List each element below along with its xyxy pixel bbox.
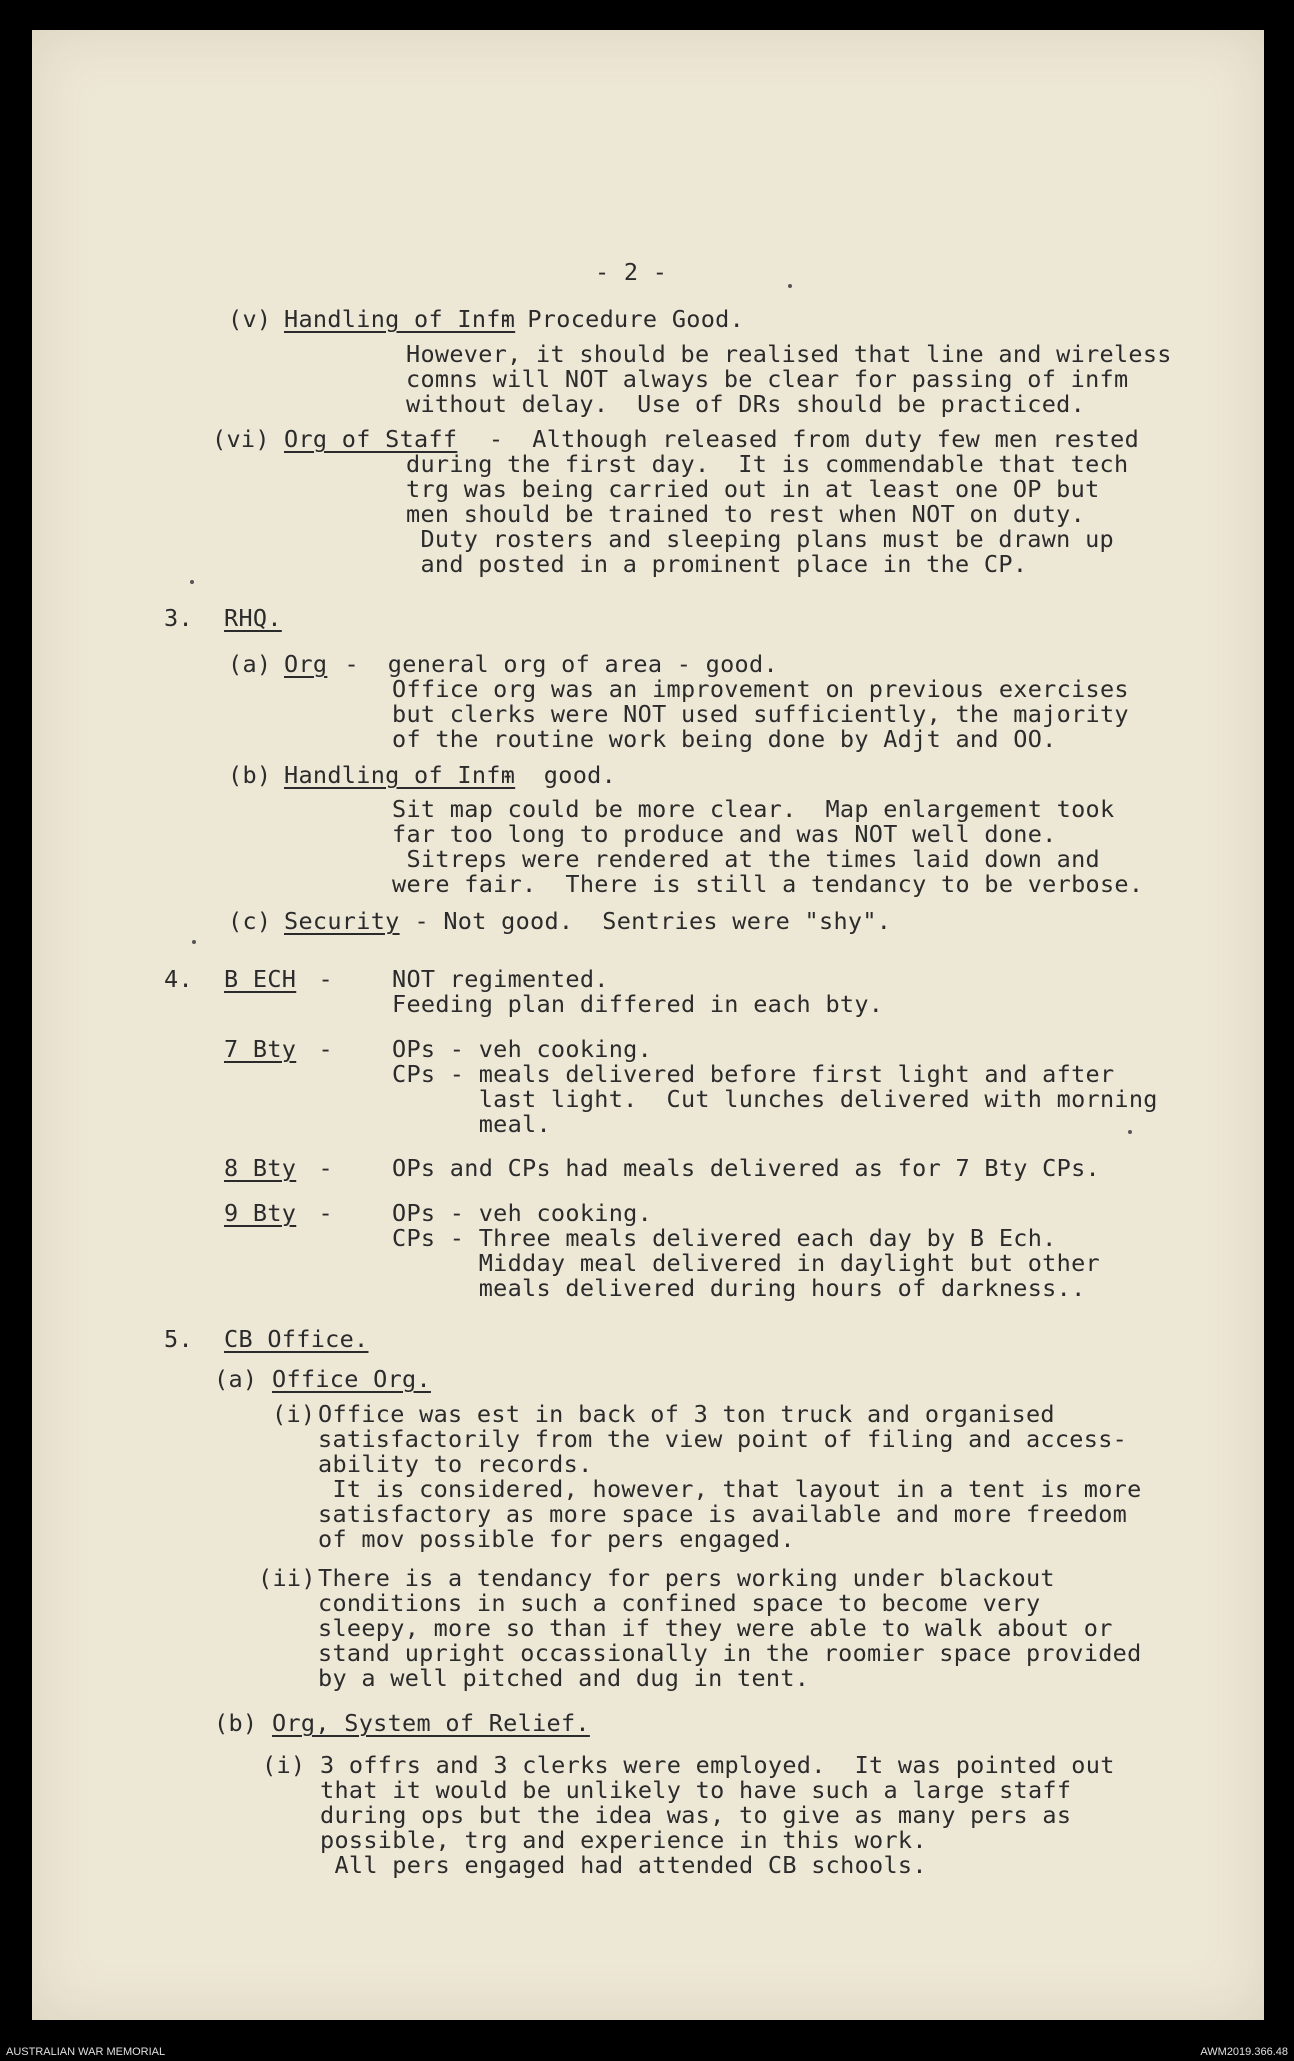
item-v-label: (v) bbox=[228, 305, 272, 333]
section-5a-ii-line-1: There is a tendancy for pers working under blackout bbox=[318, 1564, 1055, 1592]
section-5a-heading: Office Org. bbox=[272, 1365, 431, 1393]
paper-speck bbox=[190, 580, 194, 584]
section-5b-i-line-3: during ops but the idea was, to give as many pers as bbox=[320, 1801, 1072, 1829]
section-3b-heading: Handling of Infm bbox=[284, 761, 516, 789]
section-5b-i-line-5: All pers engaged had attended CB schools. bbox=[320, 1851, 927, 1879]
bty-7-line-3: last light. Cut lunches delivered with morning bbox=[392, 1085, 1158, 1113]
section-5a-ii-line-4: stand upright occassionally in the roomier space provided bbox=[318, 1639, 1142, 1667]
section-5b-i-line-2: that it would be unlikely to have such a large staff bbox=[320, 1776, 1072, 1804]
page-number: - 2 - bbox=[595, 258, 668, 286]
bty-7-heading: 7 Bty bbox=[224, 1035, 297, 1063]
section-3b-dash: - good. bbox=[486, 761, 617, 789]
paper-speck bbox=[1128, 1130, 1132, 1134]
bty-9-line-1: OPs - veh cooking. bbox=[392, 1199, 653, 1227]
section-3c-dash: - Not good. Sentries were "shy". bbox=[400, 907, 892, 935]
section-3a-dash: - general org of area - good. bbox=[330, 650, 778, 678]
section-3b-line-4: were fair. There is still a tendancy to be verbose. bbox=[392, 870, 1144, 898]
item-v-dash: - Procedure Good. bbox=[484, 305, 745, 333]
item-vi-line-4: Duty rosters and sleeping plans must be drawn up bbox=[406, 525, 1114, 553]
item-vi-label: (vi) bbox=[212, 425, 270, 453]
section-4-dash: - bbox=[304, 965, 333, 993]
section-3b-line-1: Sit map could be more clear. Map enlargement took bbox=[392, 795, 1115, 823]
section-5a-i-line-1: Office was est in back of 3 ton truck and organised bbox=[318, 1400, 1055, 1428]
section-3a-label: (a) bbox=[228, 650, 272, 678]
bty-7-line-2: CPs - meals delivered before first light and after bbox=[392, 1060, 1115, 1088]
item-vi-line-3: men should be trained to rest when NOT on duty. bbox=[406, 500, 1086, 528]
section-3a-line-1: Office org was an improvement on previous exercises bbox=[392, 675, 1129, 703]
section-3c-label: (c) bbox=[228, 907, 272, 935]
item-v-line-2: comns will NOT always be clear for passing of infm bbox=[406, 365, 1129, 393]
bty-7-line-4: meal. bbox=[392, 1110, 551, 1138]
section-5a-ii-label: (ii) bbox=[258, 1564, 316, 1592]
section-5a-i-line-2: satisfactorily from the view point of filing and access- bbox=[318, 1425, 1128, 1453]
section-5a-ii-line-2: conditions in such a confined space to become very bbox=[318, 1589, 1041, 1617]
section-3a-heading: Org bbox=[284, 650, 328, 678]
footer-source: AUSTRALIAN WAR MEMORIAL bbox=[6, 2046, 166, 2058]
section-5-number: 5. bbox=[164, 1325, 193, 1353]
section-5a-i-line-4: It is considered, however, that layout in a tent is more bbox=[318, 1475, 1142, 1503]
bty-8-dash: - bbox=[304, 1154, 333, 1182]
bty-7-dash: - bbox=[304, 1035, 333, 1063]
bty-9-heading: 9 Bty bbox=[224, 1199, 297, 1227]
section-5a-ii-line-3: sleepy, more so than if they were able to walk about or bbox=[318, 1614, 1113, 1642]
section-4-number: 4. bbox=[164, 965, 193, 993]
item-vi-heading: Org of Staff bbox=[284, 425, 458, 453]
section-3b-label: (b) bbox=[228, 761, 272, 789]
section-5-heading: CB Office. bbox=[224, 1325, 369, 1353]
section-5a-ii-line-5: by a well pitched and dug in tent. bbox=[318, 1664, 810, 1692]
section-3b-line-2: far too long to produce and was NOT well done. bbox=[392, 820, 1057, 848]
section-5a-i-line-3: ability to records. bbox=[318, 1450, 593, 1478]
section-5b-label: (b) bbox=[214, 1709, 258, 1737]
bty-9-dash: - bbox=[304, 1199, 333, 1227]
item-vi-dash: - Although released from duty few men rested bbox=[460, 425, 1140, 453]
bty-7-line-1: OPs - veh cooking. bbox=[392, 1035, 653, 1063]
section-4-line-1: NOT regimented. bbox=[392, 965, 609, 993]
section-5a-i-line-5: satisfactory as more space is available and more freedom bbox=[318, 1500, 1128, 1528]
section-3a-line-2: but clerks were NOT used sufficiently, the majority bbox=[392, 700, 1129, 728]
bty-9-line-2: CPs - Three meals delivered each day by B Ech. bbox=[392, 1224, 1057, 1252]
section-5a-i-line-6: of mov possible for pers engaged. bbox=[318, 1525, 795, 1553]
item-v-line-3: without delay. Use of DRs should be practiced. bbox=[406, 390, 1086, 418]
section-5a-label: (a) bbox=[214, 1365, 258, 1393]
section-5b-i-line-1: 3 offrs and 3 clerks were employed. It was pointed out bbox=[320, 1751, 1115, 1779]
bty-9-line-3: Midday meal delivered in daylight but other bbox=[392, 1249, 1100, 1277]
footer-reference: AWM2019.366.48 bbox=[1200, 2046, 1288, 2058]
section-5b-i-line-4: possible, trg and experience in this work. bbox=[320, 1826, 927, 1854]
paper-speck bbox=[192, 940, 196, 944]
section-5b-i-label: (i) bbox=[262, 1751, 306, 1779]
item-vi-line-1: during the first day. It is commendable that tech bbox=[406, 450, 1129, 478]
section-4-line-2: Feeding plan differed in each bty. bbox=[392, 990, 884, 1018]
section-3b-line-3: Sitreps were rendered at the times laid down and bbox=[392, 845, 1100, 873]
section-3a-line-3: of the routine work being done by Adjt and OO. bbox=[392, 725, 1057, 753]
item-vi-line-5: and posted in a prominent place in the CP. bbox=[406, 550, 1028, 578]
item-vi-line-2: trg was being carried out in at least one OP but bbox=[406, 475, 1100, 503]
section-5b-heading: Org, System of Relief. bbox=[272, 1709, 590, 1737]
bty-9-line-4: meals delivered during hours of darkness.. bbox=[392, 1274, 1086, 1302]
item-v-line-1: However, it should be realised that line and wireless bbox=[406, 340, 1172, 368]
section-3c-heading: Security bbox=[284, 907, 400, 935]
bty-8-line-1: OPs and CPs had meals delivered as for 7 Bty CPs. bbox=[392, 1154, 1100, 1182]
section-3-heading: RHQ. bbox=[224, 604, 282, 632]
paper-speck bbox=[788, 284, 792, 288]
section-5a-i-label: (i) bbox=[272, 1400, 316, 1428]
section-3-number: 3. bbox=[164, 604, 193, 632]
section-4-heading: B ECH bbox=[224, 965, 297, 993]
item-v-heading: Handling of Infm bbox=[284, 305, 516, 333]
bty-8-heading: 8 Bty bbox=[224, 1154, 297, 1182]
